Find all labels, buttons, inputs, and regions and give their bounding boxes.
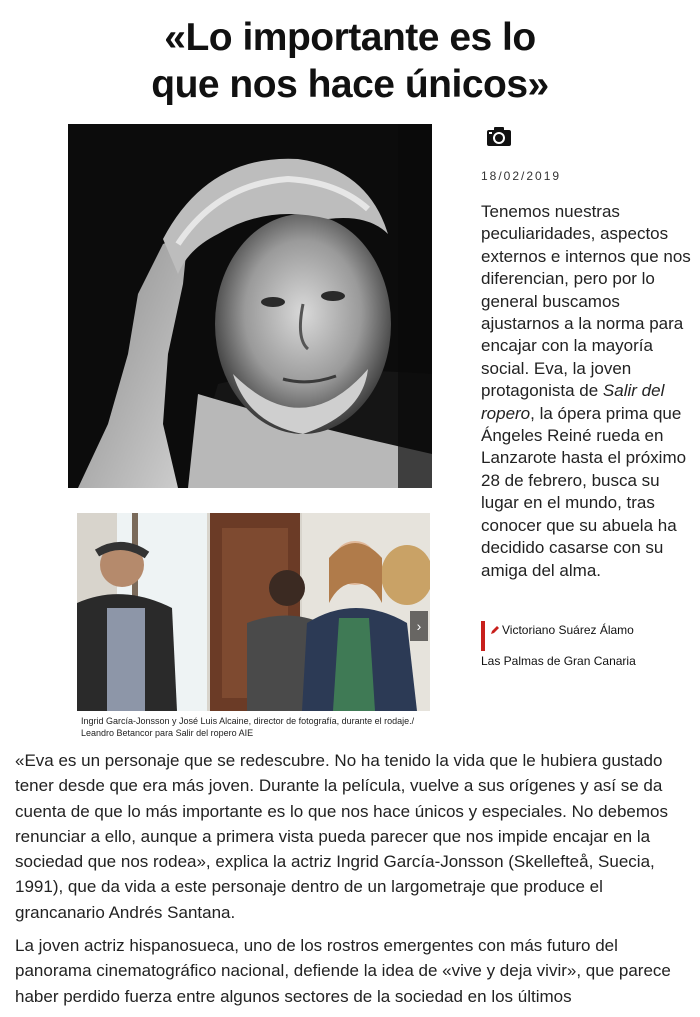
gallery-next-button[interactable] bbox=[410, 611, 428, 641]
portrait-illustration bbox=[68, 124, 432, 488]
author-accent-bar bbox=[481, 621, 485, 651]
author-name: Victoriano Suárez Álamo bbox=[502, 623, 634, 637]
article-body bbox=[15, 748, 687, 1017]
author-location: Las Palmas de Gran Canaria bbox=[481, 654, 636, 668]
film-title: Salir del ropero bbox=[481, 381, 665, 423]
pencil-icon bbox=[490, 625, 500, 635]
body-paragraph-2: La joven actriz hispanosueca, uno de los rostros emergentes con más futuro del panorama cinematográfico nacional, defiende la idea de «vive y deja vivir», que parece haber perdido fuerza entre algunos sectores de la sociedad en los últimos bbox=[15, 936, 671, 1006]
article-headline bbox=[0, 14, 700, 108]
film-set-illustration bbox=[77, 513, 430, 711]
author-name-row[interactable] bbox=[490, 624, 670, 637]
chevron-right-icon: › bbox=[416, 618, 422, 634]
headline-line-1: «Lo importante es lo bbox=[164, 16, 536, 59]
lede-text-part-2: , la ópera prima que Ángeles Reiné rueda en Lanzarote hasta el próximo 28 de febrero, busca su lugar en el mundo, tras conocer que su abuela ha decidido casarse con su amiga del alma. bbox=[481, 403, 687, 580]
headline-line-2: que nos hace únicos» bbox=[151, 63, 549, 106]
main-portrait-photo[interactable] bbox=[68, 124, 432, 488]
lede-text-part-1: Tenemos nuestras peculiaridades, aspectos externos e internos que nos diferencian, pero por lo general buscamos ajustarnos a la norma para encajar con la mayoría social. Eva, la joven protagonista de bbox=[481, 202, 691, 401]
gallery-photo[interactable] bbox=[77, 513, 430, 711]
photo-caption: Ingrid García-Jonsson y José Luis Alcaine, director de fotografía, durante el rodaje./ Leandro Betancor para Salir del ropero AIE bbox=[81, 716, 415, 738]
article-lede bbox=[481, 201, 693, 582]
publish-date: 18/02/2019 bbox=[481, 169, 562, 183]
camera-icon-svg bbox=[486, 125, 512, 147]
camera-icon[interactable] bbox=[486, 125, 512, 147]
body-paragraph-1: «Eva es un personaje que se redescubre. No ha tenido la vida que le hubiera gustado tener desde que era más joven. Durante la película, vuelve a sus orígenes y así se da cuenta de que lo más importante es lo que nos hace únicos y especiales. No debemos renunciar a ello, aunque a primera vista pueda parecer que nos impide encajar en la sociedad que nos rodea», explica la actriz Ingrid García-Jonsson (Skellefteå, Suecia, 1991), que da vida a este personaje dentro de un largometraje que produce el grancanario Andrés Santana. bbox=[15, 751, 669, 922]
